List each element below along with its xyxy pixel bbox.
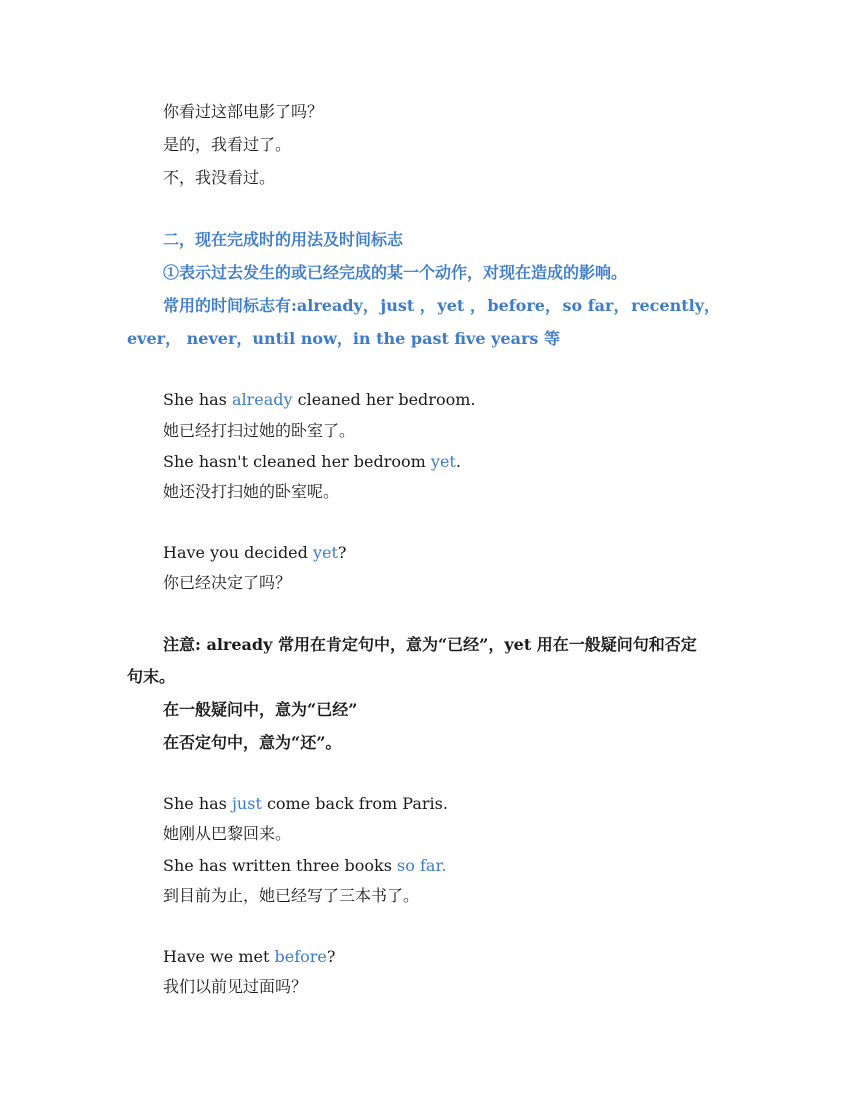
time-markers-line-continued: ever， never，until now，in the past five years 等: [127, 329, 560, 348]
note-line: 注意: already 常用在肯定句中，意为“已经”，yet 用在一般疑问句和否定: [163, 635, 697, 654]
time-markers-prefix: 常用的时间标志有:already，: [163, 296, 379, 315]
time-marker: so far，: [562, 296, 630, 315]
example-sentence: Have you decided yet?: [163, 543, 347, 562]
time-marker: recently，: [631, 296, 720, 315]
example-sentence: She has just come back from Paris.: [163, 794, 448, 813]
highlight-word: already: [231, 390, 293, 409]
note-line: 在否定句中，意为“还”。: [163, 733, 342, 752]
highlight-word: yet: [312, 543, 338, 562]
example-sentence: She has written three books so far.: [163, 856, 447, 875]
text-line: 是的，我看过了。: [163, 135, 292, 154]
example-translation: 她还没打扫她的卧室呢。: [163, 482, 340, 501]
example-sentence: She hasn't cleaned her bedroom yet.: [163, 452, 461, 471]
text-line: 你看过这部电影了吗？: [163, 102, 324, 121]
example-translation: 她已经打扫过她的卧室了。: [163, 421, 356, 440]
time-marker: just ，: [380, 296, 436, 315]
usage-point: ①表示过去发生的或已经完成的某一个动作，对现在造成的影响。: [163, 263, 628, 282]
example-translation: 你已经决定了吗？: [163, 573, 292, 592]
time-markers-line: [163, 296, 720, 316]
highlight-word: yet: [430, 452, 456, 471]
highlight-word: before: [274, 947, 327, 966]
example-translation: 她刚从巴黎回来。: [163, 824, 292, 843]
time-marker: before，: [487, 296, 561, 315]
example-sentence: She has already cleaned her bedroom.: [163, 390, 476, 409]
time-marker: yet ，: [437, 296, 486, 315]
text-line: 不，我没看过。: [163, 168, 276, 187]
highlight-word: just: [231, 794, 262, 813]
example-translation: 我们以前见过面吗？: [163, 977, 308, 996]
note-line: 句末。: [127, 667, 176, 686]
section-heading: 二，现在完成时的用法及时间标志: [163, 230, 404, 249]
note-line: 在一般疑问中，意为“已经”: [163, 700, 358, 719]
example-sentence: Have we met before?: [163, 947, 336, 966]
example-translation: 到目前为止，她已经写了三本书了。: [163, 886, 420, 905]
highlight-word: so far.: [397, 856, 447, 875]
